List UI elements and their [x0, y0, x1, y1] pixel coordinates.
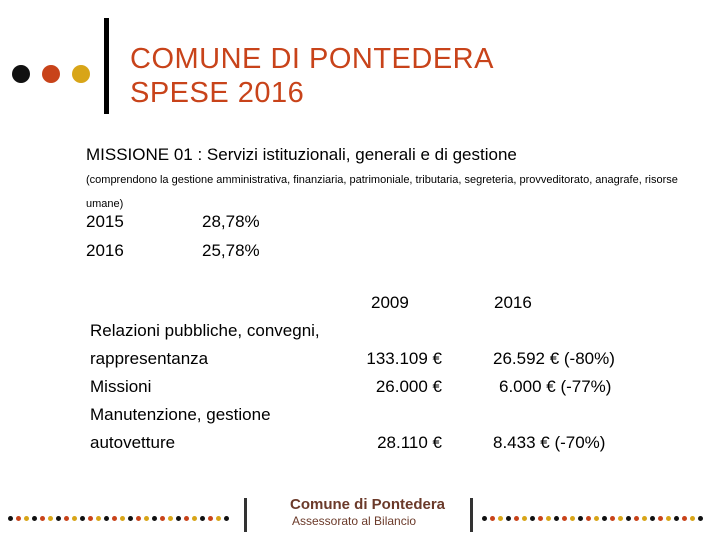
footer-dot [96, 516, 101, 521]
footer-dot [24, 516, 29, 521]
row-3-value-2009: 28.110 € [377, 433, 442, 452]
footer-dot [56, 516, 61, 521]
footer-dot [602, 516, 607, 521]
footer-dot [674, 516, 679, 521]
footer-dot [176, 516, 181, 521]
footer-dot [482, 516, 487, 521]
footer-dot [658, 516, 663, 521]
footer-dot [128, 516, 133, 521]
footer-dot [32, 516, 37, 521]
col-header-2016: 2016 [494, 293, 532, 312]
pct-value-2016: 25,78% [202, 241, 260, 260]
footer-dot [586, 516, 591, 521]
row-1-value-2009: 133.109 € [366, 349, 442, 368]
footer-dot [168, 516, 173, 521]
footer-dot [570, 516, 575, 521]
footer-dots-left [8, 508, 232, 516]
footer-dot [562, 516, 567, 521]
footer-dot [514, 516, 519, 521]
footer-dot [120, 516, 125, 521]
footer-dot [184, 516, 189, 521]
footer-dot [136, 516, 141, 521]
row-1-value-2016: 26.592 € (-80%) [493, 349, 615, 368]
footer-dot [634, 516, 639, 521]
footer-dot [224, 516, 229, 521]
footer-dot [690, 516, 695, 521]
footer-dot [682, 516, 687, 521]
footer-logo-subtitle: Assessorato al Bilancio [292, 514, 417, 528]
footer-dot [88, 516, 93, 521]
footer-dot [40, 516, 45, 521]
row-3-value-2016: 8.433 € (-70%) [493, 433, 606, 452]
footer-dot [104, 516, 109, 521]
footer-dot [506, 516, 511, 521]
footer-divider-right [470, 498, 473, 532]
footer-dot [610, 516, 615, 521]
footer-dot [538, 516, 543, 521]
footer-dot [80, 516, 85, 521]
footer-dot [666, 516, 671, 521]
footer-dot [594, 516, 599, 521]
footer-dot [16, 516, 21, 521]
footer-dot [618, 516, 623, 521]
pct-value-2015: 28,78% [202, 212, 260, 231]
row-2-value-2009: 26.000 € [375, 377, 442, 396]
footer-dot [530, 516, 535, 521]
col-header-2009: 2009 [371, 293, 409, 312]
footer-dots-right [482, 508, 706, 516]
footer-dot [200, 516, 205, 521]
footer-dot [144, 516, 149, 521]
page-title [130, 42, 494, 110]
footer-dot [626, 516, 631, 521]
row-3-label-line1: Manutenzione, gestione [90, 405, 271, 424]
title-line-1: COMUNE DI PONTEDERA [130, 43, 494, 75]
footer-dot [216, 516, 221, 521]
row-2-label: Missioni [90, 377, 152, 396]
footer-dot [522, 516, 527, 521]
footer-dot [642, 516, 647, 521]
mission-description: (comprendono la gestione amministrativa, finanziaria, patrimoniale, tributaria, segreteria, provveditorato, anagrafe, risorse umane) [86, 174, 678, 210]
footer-dot [578, 516, 583, 521]
footer-dot [152, 516, 157, 521]
footer-dot [112, 516, 117, 521]
footer-dot [546, 516, 551, 521]
pct-year-2016: 2016 [86, 241, 124, 260]
decor-dot-red [42, 65, 60, 83]
footer-dot [650, 516, 655, 521]
row-1-label-line1: Relazioni pubbliche, convegni, [90, 321, 320, 340]
footer-dot [48, 516, 53, 521]
footer-dot [8, 516, 13, 521]
footer-divider-left [244, 498, 247, 532]
footer-dot [208, 516, 213, 521]
decor-dot-black [12, 65, 30, 83]
footer-dot [490, 516, 495, 521]
decor-dot-yellow [72, 65, 90, 83]
mission-title: MISSIONE 01 : Servizi istituzionali, generali e di gestione [86, 145, 517, 164]
footer-dot [192, 516, 197, 521]
footer-logo-title: Comune di Pontedera [290, 496, 446, 513]
header-divider [104, 18, 109, 114]
row-1-label-line2: rappresentanza [90, 349, 209, 368]
footer-dot [698, 516, 703, 521]
footer-dot [72, 516, 77, 521]
row-2-value-2016: 6.000 € (-77%) [499, 377, 612, 396]
footer-dot [554, 516, 559, 521]
pct-year-2015: 2015 [86, 212, 124, 231]
footer-dot [64, 516, 69, 521]
footer-dot [160, 516, 165, 521]
row-3-label-line2: autovetture [90, 433, 176, 452]
footer-dot [498, 516, 503, 521]
title-line-2: SPESE 2016 [130, 77, 305, 109]
